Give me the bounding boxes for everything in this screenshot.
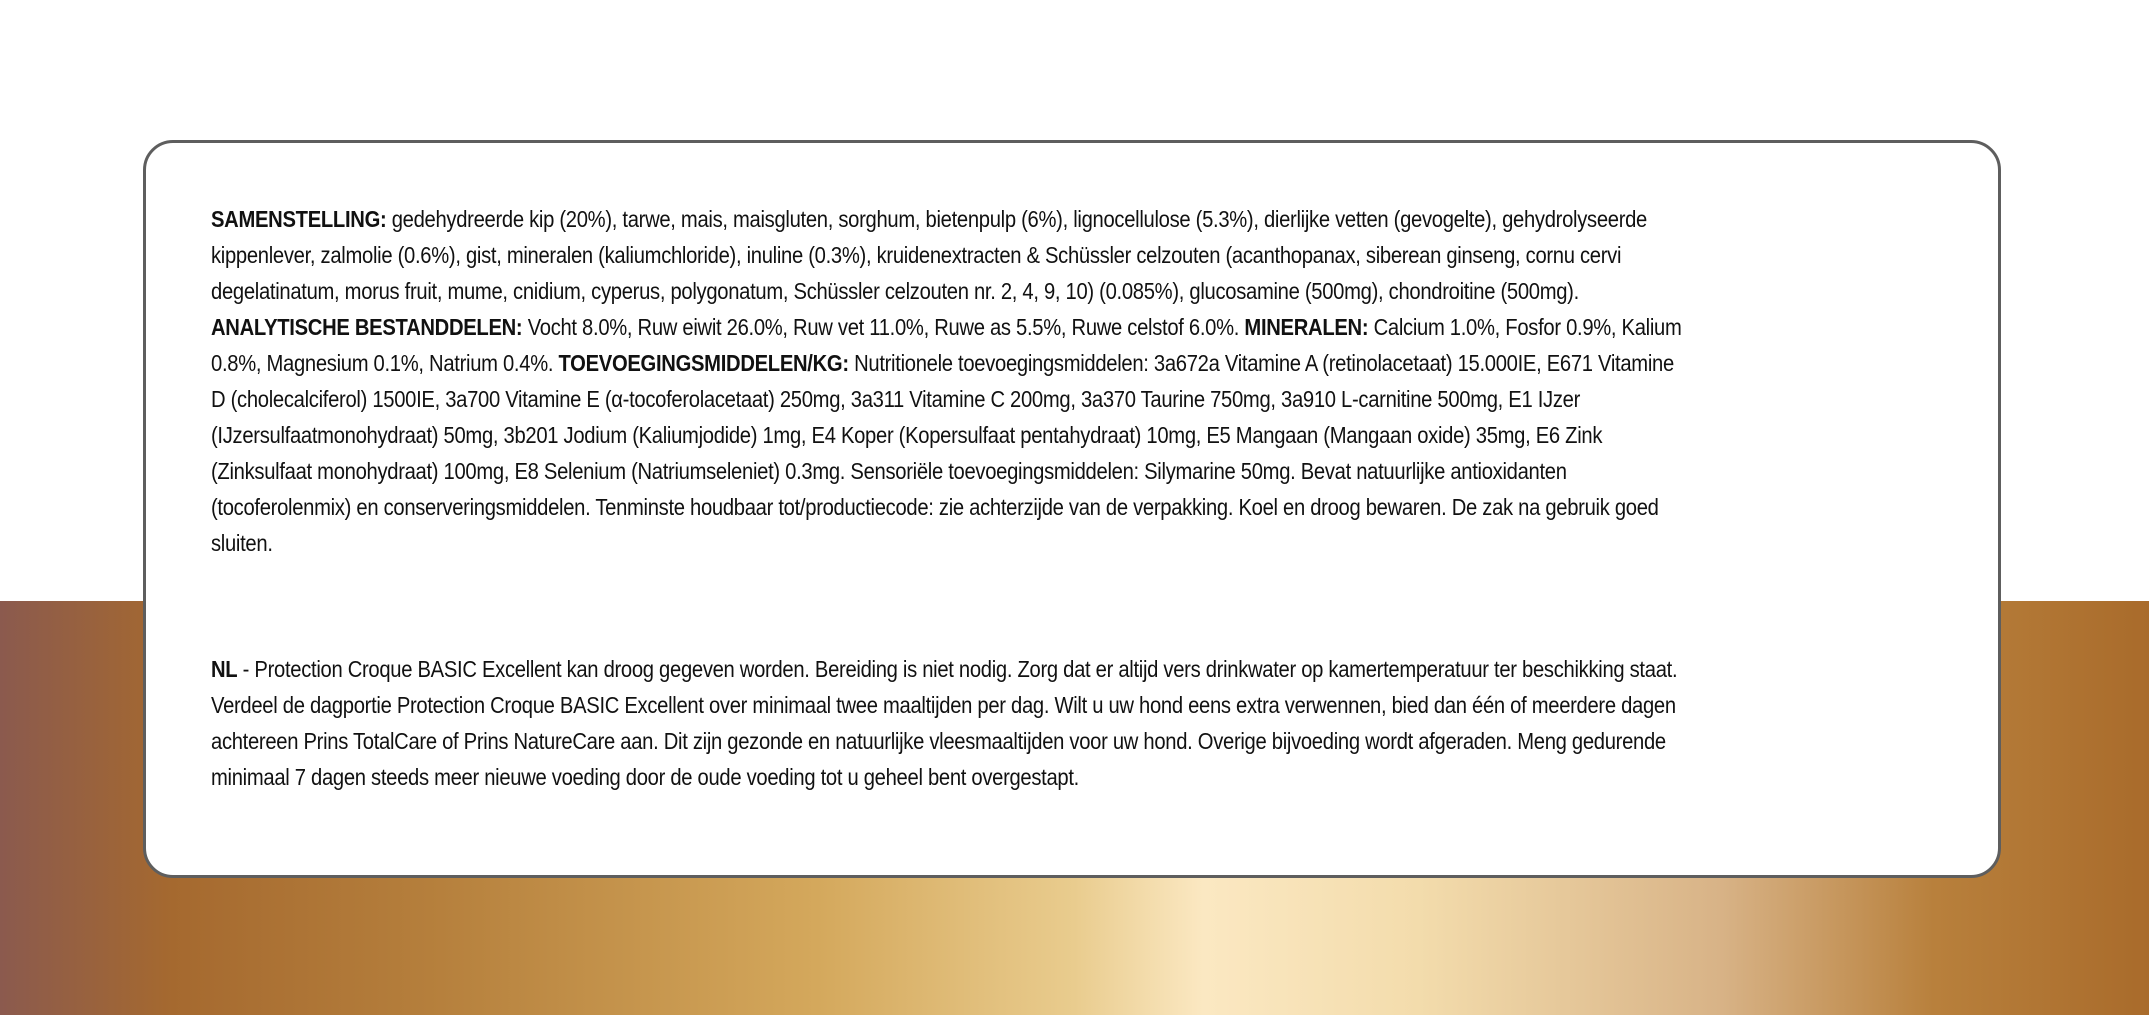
analytical-body: Vocht 8.0%, Ruw eiwit 26.0%, Ruw vet 11.0%, Ruwe as 5.5%, Ruwe celstof 6.0%. <box>522 314 1245 340</box>
language-code: NL <box>211 656 238 682</box>
composition-text <box>211 201 1690 561</box>
additives-heading: TOEVOEGINGSMIDDELEN/KG: <box>558 350 849 376</box>
instructions-text <box>211 651 1690 795</box>
composition-paragraph <box>211 201 1690 561</box>
composition-heading: SAMENSTELLING: <box>211 206 387 232</box>
composition-body: gedehydreerde kip (20%), tarwe, mais, maisgluten, sorghum, bietenpulp (6%), lignocellulose (5.3%), dierlijke vetten (gevogelte), gehydrolyseerde kippenlever, zalmolie (0.6%), gist, mineralen (kaliumchloride), inuline (0.3%), kruidenextracten & Schüssler celzouten (acanthopanax, siberean ginseng, cornu cervi degelatinatum, morus fruit, mume, cnidium, cyperus, polygonatum, Schüssler celzouten nr. 2, 4, 9, 10) (0.085%), glucosamine (500mg), chondroitine (500mg). <box>211 206 1648 304</box>
minerals-body: Calcium 1.0%, Fosfor 0.9%, Kalium 0.8%, Magnesium 0.1%, Natrium 0.4%. <box>211 314 1682 376</box>
analytical-heading: ANALYTISCHE BESTANDDELEN: <box>211 314 523 340</box>
instructions-paragraph <box>211 651 1690 795</box>
instructions-body: - Protection Croque BASIC Excellent kan droog gegeven worden. Bereiding is niet nodig. Zorg dat er altijd vers drinkwater op kamertemperatuur ter beschikking staat. Verdeel de dagportie Protection Croque BASIC Excellent over minimaal twee maaltijden per dag. Wilt u uw hond eens extra verwennen, bied dan één of meerdere dagen achtereen Prins TotalCare of Prins NatureCare aan. Dit zijn gezonde en natuurlijke vleesmaaltijden voor uw hond. Overige bijvoeding wordt afgeraden. Meng gedurende minimaal 7 dagen steeds meer nieuwe voeding door de oude voeding tot u geheel bent overgestapt. <box>211 656 1678 790</box>
minerals-heading: MINERALEN: <box>1244 314 1369 340</box>
additives-body: Nutritionele toevoegingsmiddelen: 3a672a Vitamine A (retinolacetaat) 15.000IE, E671 Vitamine D (cholecalciferol) 1500IE, 3a700 Vitamine E (α-tocoferolacetaat) 250mg, 3a311 Vitamine C 200mg, 3a370 Taurine 750mg, 3a910 L-carnitine 500mg, E1 IJzer (IJzersulfaatmonohydraat) 50mg, 3b201 Jodium (Kaliumjodide) 1mg, E4 Koper (Kopersulfaat pentahydraat) 10mg, E5 Mangaan (Mangaan oxide) 35mg, E6 Zink (Zinksulfaat monohydraat) 100mg, E8 Selenium (Natriumseleniet) 0.3mg. Sensoriële toevoegingsmiddelen: Silymarine 50mg. Bevat natuurlijke antioxidanten (tocoferolenmix) en conserveringsmiddelen. Tenminste houdbaar tot/productiecode: zie achterzijde van de verpakking. Koel en droog bewaren. De zak na gebruik goed sluiten. <box>211 350 1674 556</box>
